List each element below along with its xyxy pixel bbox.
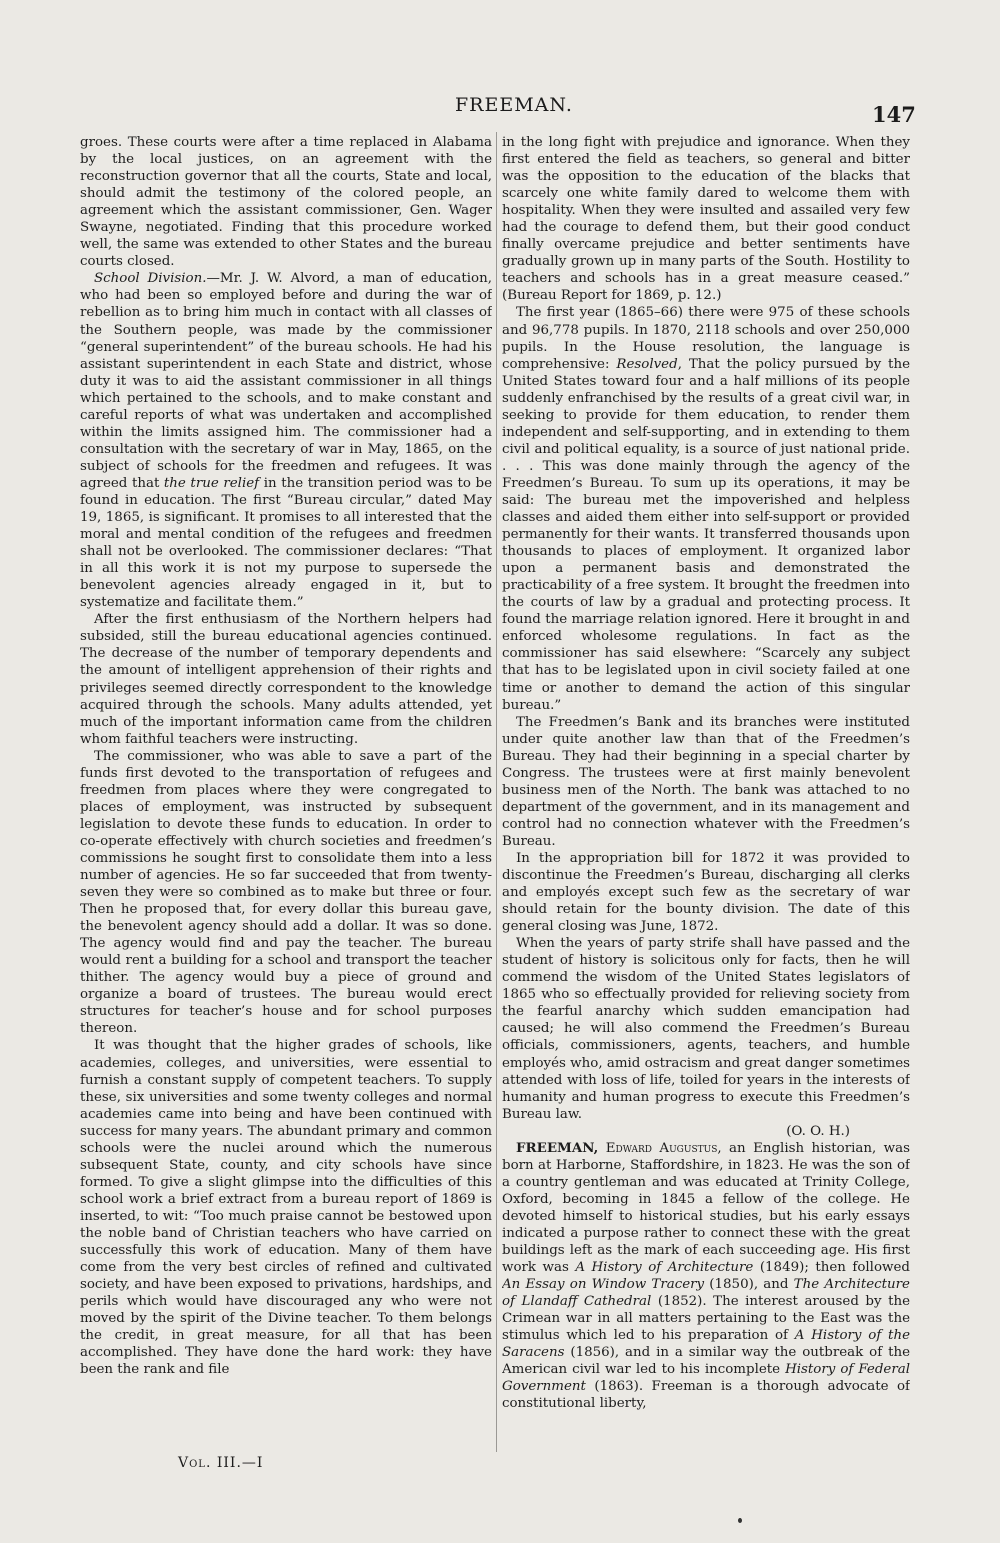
- running-title: FREEMAN.: [455, 94, 573, 116]
- paragraph: [502, 935, 910, 1140]
- paragraph-text: —Mr. J. W. Alvord, a man of education, who had been so employed before and during the war of rebellion as to bring him much in contact with all classes of the Southern people, was made by the commissioner “general superintendent” of the bureau schools. He had his assistant superintendent in each State and district, whose duty it was to aid the assistant commissioner in all things which pertained to the schools, and to make constant and careful reports of what was undertaken and accomplished within the limits assigned him. The commissioner had a consultation with the secretary of war in May, 1865, on the subject of schools for the freedmen and refugees. It was agreed that: [80, 271, 492, 491]
- work-title: A History of Architecture: [575, 1260, 754, 1276]
- paragraph-text: The first year (1865–66) there were 975 of these schools and 96,778 pupils. In 1870, 2118 schools and over 250,000 pupils. In the House resolution, the language is comprehensive:: [502, 305, 910, 372]
- paragraph-text: After the first enthusiasm of the Northern helpers had subsided, still the bureau educational agencies continued. The decrease of the number of temporary dependents and the amount of intelligent apprehension of their rights and privileges seemed directly correspondent to the knowledge acquired through the schools. Many adults attended, yet much of the important information came from the children whom faithful teachers were instructing.: [80, 612, 492, 747]
- emphasis: Resolved: [616, 356, 678, 372]
- entry-given-names: Edward Augustus: [605, 1140, 718, 1156]
- bottom-dot: [738, 1518, 742, 1523]
- paragraph-text: It was thought that the higher grades of schools, like academies, colleges, and universities, were essential to furnish a constant supply of competent teachers. To supply these, six universities and some twenty colleges and normal academies came into being and have been continued with success for many years. The abundant primary and common schools were the nuclei around which the numerous subsequent State, county, and city schools have since formed. To give a slight glimpse into the difficulties of this school work a brief extract from a bureau report of 1869 is inserted, to wit: “Too much praise cannot be bestowed upon the noble band of Christian teachers who have carried on successfully this work of education. Many of them have come from the very best circles of refined and cultivated society, and have been exposed to privations, hardships, and perils which would have discouraged any who were not moved by the spirit of the Divine teacher. To them belongs the credit, in great measure, for all that has been accomplished. They have done the hard work: they have been the rank and file: [80, 1038, 492, 1378]
- work-title: History of Federal Government: [502, 1362, 910, 1395]
- paragraph-text: , That the policy pursued by the United States toward four and a half millions of its people suddenly enfranchised by the results of a great civil war, in seeking to provide for them education, to render them independent and self-supporting, and in extending to them civil and political equality, is a source of just national pride. . . . This was done mainly through the agency of the Freedmen’s Bureau. To sum up its operations, it may be said: The bureau met the impoverished and helpless classes and aided them either into self-support or provided permanently for their wants. It transferred thousands upon thousands to places of employment. It organized labor upon a permanent basis and demonstrated the practicability of a free system. It brought the freedmen into the courts of law by a gradual and protecting process. It found the marriage relation ignored. Here it brought in and enforced wholesome regulations. In fact as the commissioner has said elsewhere: “Scarcely any subject that has to be legislated upon in civil society failed at one time or another to demand the action of this singular bureau.”: [502, 356, 910, 713]
- work-title: An Essay on Window Tracery: [502, 1277, 705, 1293]
- paragraph: [502, 304, 910, 713]
- paragraph: [502, 134, 910, 304]
- paragraph: [80, 748, 492, 1038]
- paragraph-text: , an English historian, was born at Harborne, Staffordshire, in 1823. He was the son of a country gentleman and was educated at Trinity College, Oxford, becoming in 1845 a fellow of the college. He devoted himself to historical studies, but his early essays indicated a purpose rather to connect these with the great buildings left as the mark of each succeeding age. His first work was: [502, 1140, 910, 1276]
- paragraph: [502, 850, 910, 935]
- paragraph-text: (1852). The interest aroused by the Crimean war in all matters pertaining to the East was the stimulus which led to his preparation of: [502, 1294, 910, 1344]
- entry-paragraph: [502, 1140, 910, 1413]
- paragraph-text: (1856), and in a similar way the outbreak of the American civil war led to his incomplete: [502, 1345, 910, 1378]
- left-column: [80, 134, 492, 1454]
- paragraph: [80, 1037, 492, 1378]
- paragraph-text: When the years of party strife shall have passed and the student of history is solicitous only for facts, then he will commend the wisdom of the United States legislators of 1865 who so effectually provided for relieving society from the fearful anarchy which sudden emancipation had caused; he will also commend the Freedmen’s Bureau officials, commissioners, agents, teachers, and humble employés who, amid ostracism and great danger sometimes attended with loss of life, toiled for years in the interests of humanity and human progress to execute this Freedmen’s Bureau law.: [502, 936, 910, 1122]
- paragraph-text: (1849); then followed: [759, 1260, 910, 1276]
- entry-headword: FREEMAN,: [516, 1139, 599, 1156]
- paragraph-text: The Freedmen’s Bank and its branches were instituted under quite another law than that of the Freedmen’s Bureau. They had their beginning in a special charter by Congress. The trustees were at first mainly benevolent business men of the North. The bank was attached to no department of the government, and in its management and control had no connection whatever with the Freedmen’s Bureau.: [502, 714, 910, 849]
- paragraph-text: In the appropriation bill for 1872 it was provided to discontinue the Freedmen’s Bureau, discharging all clerks and employés except such few as the secretary of war should retain for the bounty division. The date of this general closing was June, 1872.: [502, 850, 910, 935]
- section-label: School Division.: [94, 271, 207, 287]
- paragraph: [80, 134, 492, 270]
- author-initials: (O. O. H.): [786, 1123, 850, 1139]
- column-divider: [496, 132, 497, 1452]
- paragraph: [80, 611, 492, 747]
- paragraph-text: in the transition period was to be found in education. The first “Bureau circular,” dated May 19, 1865, is significant. It promises to all interested that the moral and mental condition of the refugees and freedmen shall not be overlooked. The commissioner declares: “That in all this work it is not my purpose to supersede the benevolent agencies already engaged in it, but to systematize and facilitate them.”: [80, 475, 492, 611]
- paragraph: [80, 270, 492, 611]
- paragraph-text: The commissioner, who was able to save a part of the funds first devoted to the transportation of refugees and freedmen from places where they were congregated to places of employment, was instructed by subsequent legislation to devote these funds to education. In order to co-operate effectively with church societies and freedmen’s commissions he sought first to consolidate them into a less number of agencies. He so far succeeded that from twenty-seven they were so combined as to make but three or four. Then he proposed that, for every dollar this bureau gave, the benevolent agency should add a dollar. It was so done. The agency would find and pay the teacher. The bureau would rent a building for a school and transport the teacher thither. The agency would buy a piece of ground and organize a board of trustees. The bureau would erect structures for teacher’s house and for school purposes thereon.: [80, 748, 492, 1037]
- paragraph-text: (1863). Freeman is a thorough advocate of constitutional liberty,: [502, 1379, 910, 1412]
- work-title: The Architecture of Llandaff Cathedral: [502, 1277, 910, 1310]
- signature-mark: Vol. III.—I: [178, 1455, 264, 1471]
- page-number: 147: [872, 102, 916, 127]
- paragraph-text: in the long fight with prejudice and ignorance. When they first entered the field as teachers, so general and bitter was the opposition to the education of the blacks that scarcely one white family dared to welcome them with hospitality. When they were insulted and assailed very few had the courage to defend them, but their good conduct finally overcame prejudice and better sentiments have gradually grown up in many parts of the South. Hostility to teachers and schools has in a great measure ceased.” (Bureau Report for 1869, p. 12.): [502, 135, 910, 304]
- paragraph-text: (1850), and: [709, 1277, 789, 1293]
- paragraph: [502, 714, 910, 850]
- paragraph-text: groes. These courts were after a time replaced in Alabama by the local justices, on an agreement with the reconstruction governor that all the courts, State and local, should admit the testimony of the colored people, an agreement which the assistant commissioner, Gen. Wager Swayne, negotiated. Finding that this procedure worked well, the same was extended to other States and the bureau courts closed.: [80, 135, 492, 270]
- right-column: [502, 134, 910, 1454]
- emphasis: the true relief: [163, 475, 260, 491]
- work-title: A History of the Saracens: [502, 1328, 910, 1361]
